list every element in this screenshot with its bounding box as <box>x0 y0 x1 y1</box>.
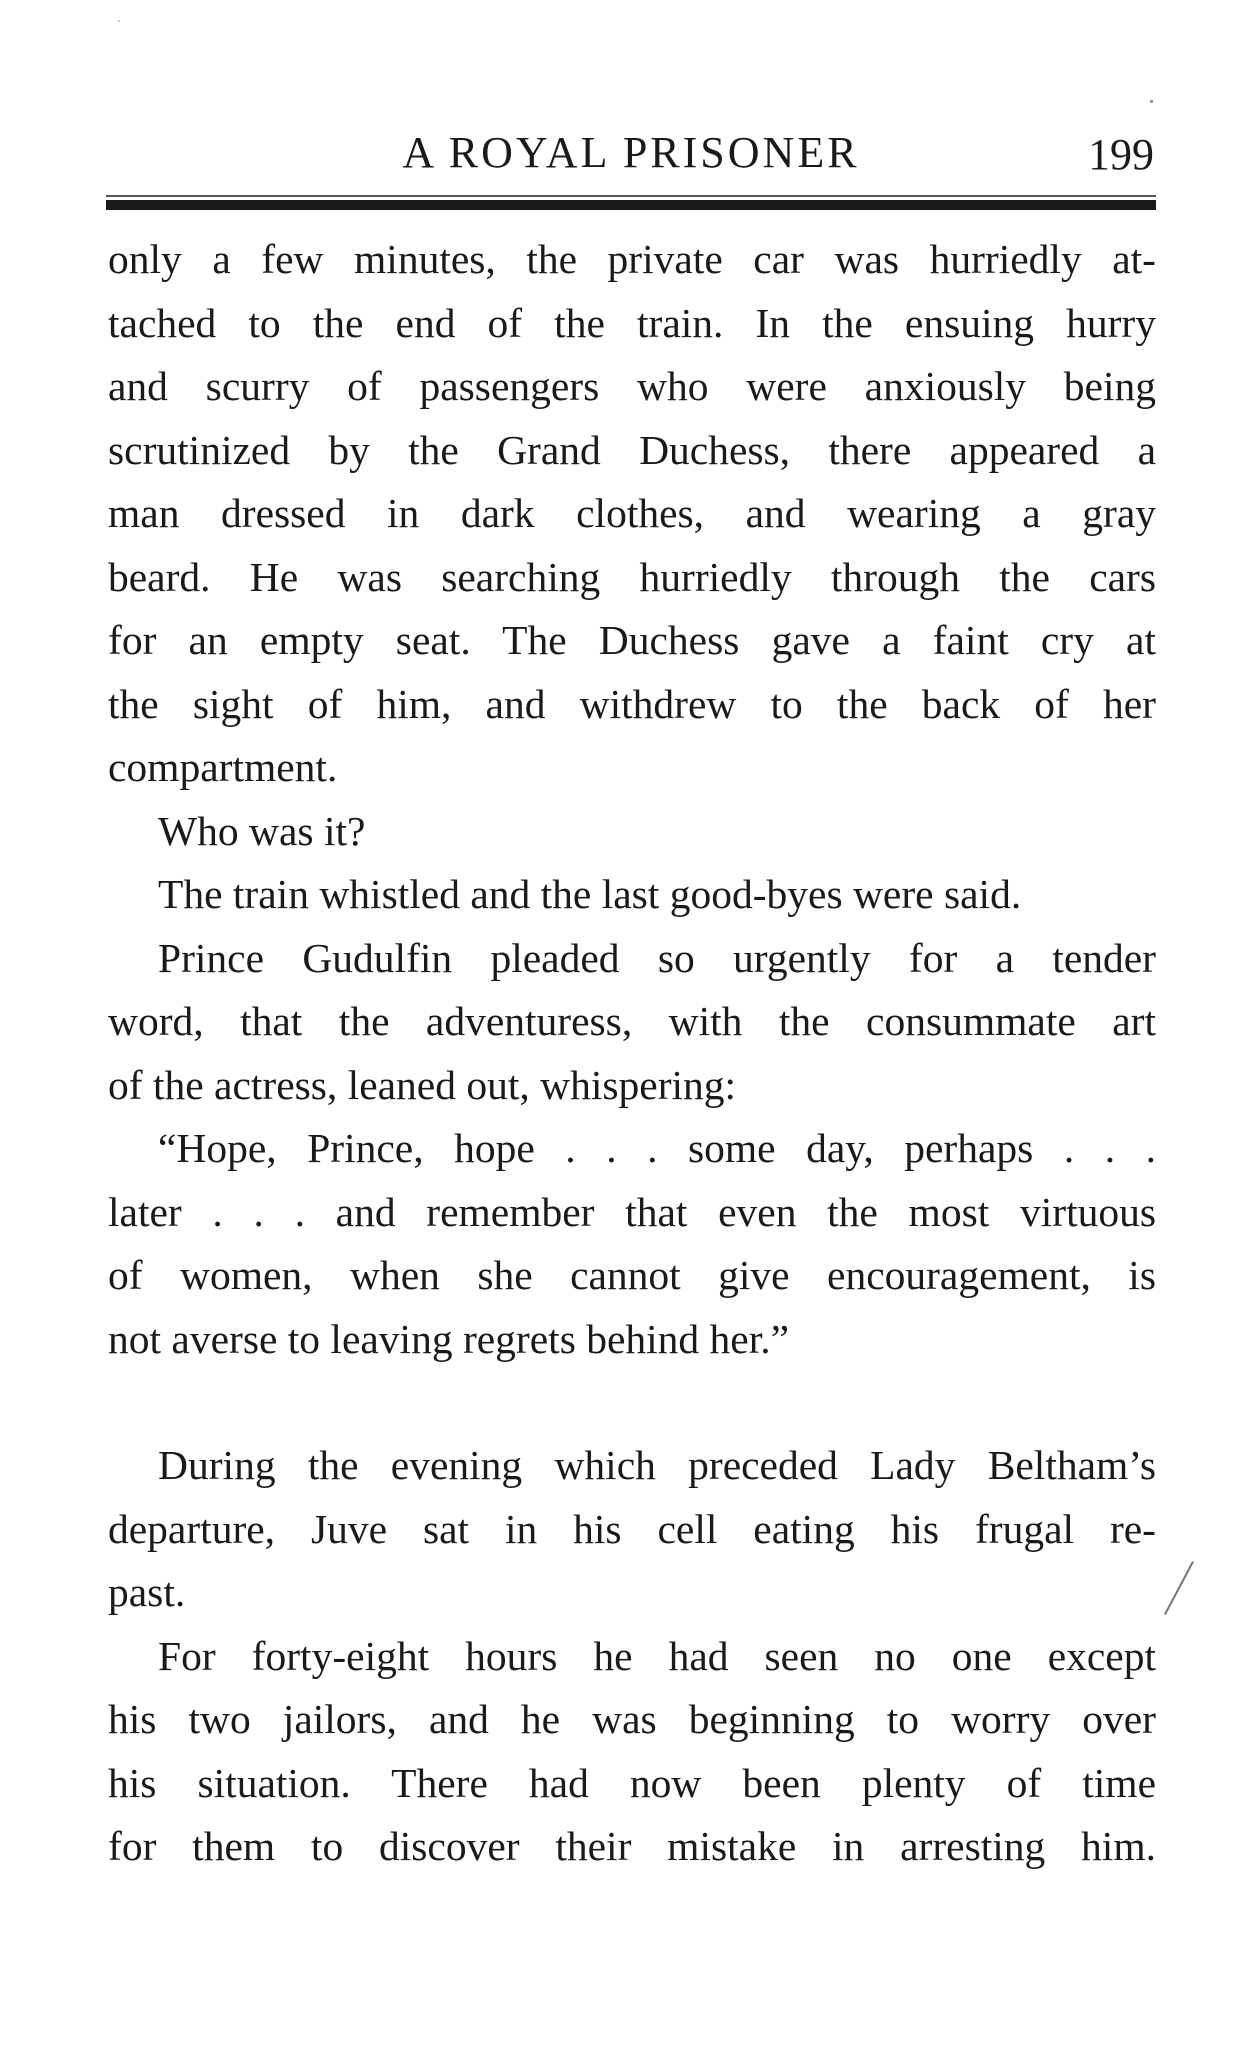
text-line: Who was it? <box>158 807 366 854</box>
text-line: beard. He was searching hurriedly through the cars <box>108 553 1156 600</box>
text-line: scrutinized by the Grand Duchess, there appeared a <box>108 426 1156 473</box>
text-line: tached to the end of the train. In the ensuing hurry <box>108 299 1156 346</box>
text-line: only a few minutes, the private car was hurriedly at- <box>108 236 1156 282</box>
text-line: word, that the adventuress, with the consummate art <box>108 998 1156 1044</box>
header-rule <box>106 200 1156 210</box>
paper-speck <box>118 20 120 22</box>
text-line: his situation. There had now been plenty of time <box>108 1759 1156 1806</box>
text-line: “Hope, Prince, hope . . . some day, perhaps . . . <box>158 1125 1156 1171</box>
text-line: for them to discover their mistake in arresting him. <box>108 1823 1156 1869</box>
text-line: past. <box>108 1569 186 1615</box>
text-line: for an empty seat. The Duchess gave a faint cry at <box>108 617 1156 663</box>
running-title: A ROYAL PRISONER <box>402 128 860 177</box>
text-line: his two jailors, and he was beginning to worry over <box>108 1696 1156 1742</box>
text-line: For forty-eight hours he had seen no one except <box>158 1632 1156 1679</box>
text-line: man dressed in dark clothes, and wearing a gray <box>108 490 1156 536</box>
section-break <box>108 1371 1156 1434</box>
body-text <box>108 228 1156 1879</box>
page-number: 199 <box>1088 130 1154 179</box>
paper-speck <box>1150 100 1153 103</box>
paper-speck <box>1164 1561 1194 1615</box>
text-line: the sight of him, and withdrew to the back of her <box>108 680 1156 727</box>
header-rule-thin <box>106 195 1156 197</box>
text-line: of women, when she cannot give encouragement, is <box>108 1252 1156 1298</box>
text-line: compartment. <box>108 744 338 790</box>
text-line: and scurry of passengers who were anxiously being <box>108 363 1156 409</box>
text-line: not averse to leaving regrets behind her.” <box>108 1315 790 1362</box>
text-line: of the actress, leaned out, whispering: <box>108 1061 737 1108</box>
text-line: The train whistled and the last good-byes were said. <box>158 871 1022 917</box>
text-line: During the evening which preceded Lady Beltham’s <box>158 1442 1156 1488</box>
text-line: later . . . and remember that even the most virtuous <box>108 1188 1156 1235</box>
text-line: Prince Gudulfin pleaded so urgently for a tender <box>158 934 1156 981</box>
running-head <box>108 128 1154 178</box>
text-line: departure, Juve sat in his cell eating his frugal re- <box>108 1505 1156 1552</box>
